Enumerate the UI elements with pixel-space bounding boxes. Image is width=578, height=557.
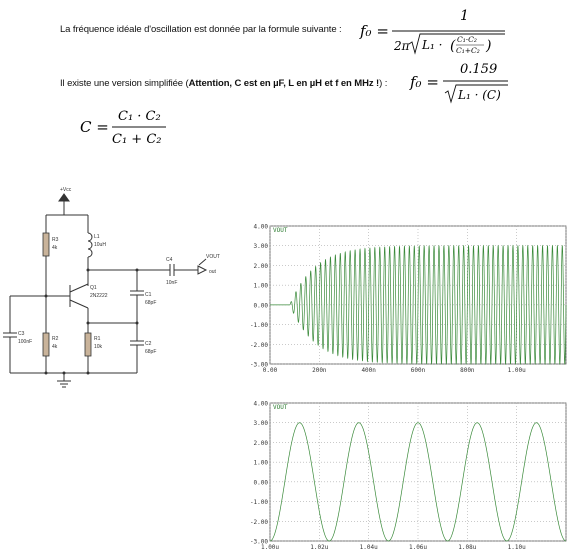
c-numerator: C₁ · C₂ [118,109,161,124]
label-r1-value: 10k [94,344,103,350]
y-tick-label: 4.00 [253,400,268,408]
svg-text:): ) [486,38,492,54]
label-out: out [209,269,216,275]
f0-numerator: 1 [460,8,469,24]
formula-f0 [358,4,508,56]
x-tick-label: 1.00u [507,367,526,374]
y-tick-label: 0.00 [253,302,268,310]
label-l1: L1 [94,234,100,240]
y-tick-label: -2.00 [249,518,268,526]
svg-text:(: ( [450,38,456,54]
y-tick-label: -3.00 [249,361,268,369]
x-tick-label: 800n [460,367,475,374]
label-r2-value: 4k [52,344,58,350]
f0-l1: L₁ · [422,38,443,52]
y-tick-label: 3.00 [253,420,268,428]
label-q1: Q1 [90,285,97,291]
label-r3-value: 4k [52,245,58,251]
label-c3-value: 100nF [18,339,33,345]
y-tick-label: -3.00 [249,538,268,546]
c-ratio-num: C₁·C₂ [457,35,477,44]
y-tick-label: -1.00 [249,499,268,507]
label-q1-value: 2N2222 [90,293,108,299]
label-r2: R2 [52,336,59,342]
c-denominator: C₁ + C₂ [112,132,162,147]
two-pi: 2π [394,39,410,53]
simplified-text-end: ) : [379,78,388,89]
legend-label: VOUT [273,404,288,411]
formula-c [74,106,184,150]
y-tick-label: 2.00 [253,439,268,447]
x-tick-label: 1.08u [458,544,477,551]
units-warning: Attention, C est en µF, L en µH et f en MHz ! [188,78,380,89]
f0s-numerator: 0.159 [460,62,498,77]
c-lhs: C = [80,118,109,136]
label-c1: C1 [145,292,152,298]
x-tick-label: 1.06u [408,544,428,551]
label-r1: R1 [94,336,101,342]
x-tick-label: 0.00 [262,367,278,374]
y-tick-label: 2.00 [253,262,268,270]
x-tick-label: 1.04u [359,544,378,551]
x-tick-label: 1.02u [310,544,329,551]
vcc-label: +Vcc [60,187,72,193]
x-tick-label: 600n [410,367,426,374]
simplified-version-text [60,78,387,89]
y-tick-label: 1.00 [253,459,268,467]
label-c2: C2 [145,341,152,347]
colpitts-schematic [0,183,235,398]
label-c2-value: 68pF [145,349,157,355]
x-tick-label: 1.10u [507,544,526,551]
y-tick-label: 3.00 [253,243,268,251]
vout-plot-startup [240,214,570,374]
c-ratio-den: C₁+C₂ [456,46,480,55]
x-tick-label: 1.00u [260,544,280,551]
y-tick-label: -1.00 [249,322,268,330]
vout-plot-zoom [240,391,570,551]
label-l1-value: 10uH [94,242,106,248]
y-tick-label: 4.00 [253,223,268,231]
label-c4-value: 10nF [166,280,178,286]
x-tick-label: 200n [312,367,327,374]
label-c3: C3 [18,331,25,337]
formula-f0-simplified [408,58,518,108]
label-c4: C4 [166,257,173,263]
y-tick-label: 1.00 [253,282,268,290]
intro-text: La fréquence idéale d'oscillation est donnée par la formule suivante : [60,24,342,35]
f0s-lhs: f₀ = [410,73,439,91]
label-c1-value: 68pF [145,300,157,306]
simplified-text-start: Il existe une version simplifiée ( [60,78,189,89]
legend-label: VOUT [273,227,288,234]
y-tick-label: 0.00 [253,479,268,487]
label-r3: R3 [52,237,59,243]
f0-lhs: f₀ = [360,22,389,40]
x-tick-label: 400n [361,367,376,374]
label-vout: VOUT [206,254,220,260]
f0s-denominator: L₁ · (C) [458,88,501,102]
y-tick-label: -2.00 [249,341,268,349]
